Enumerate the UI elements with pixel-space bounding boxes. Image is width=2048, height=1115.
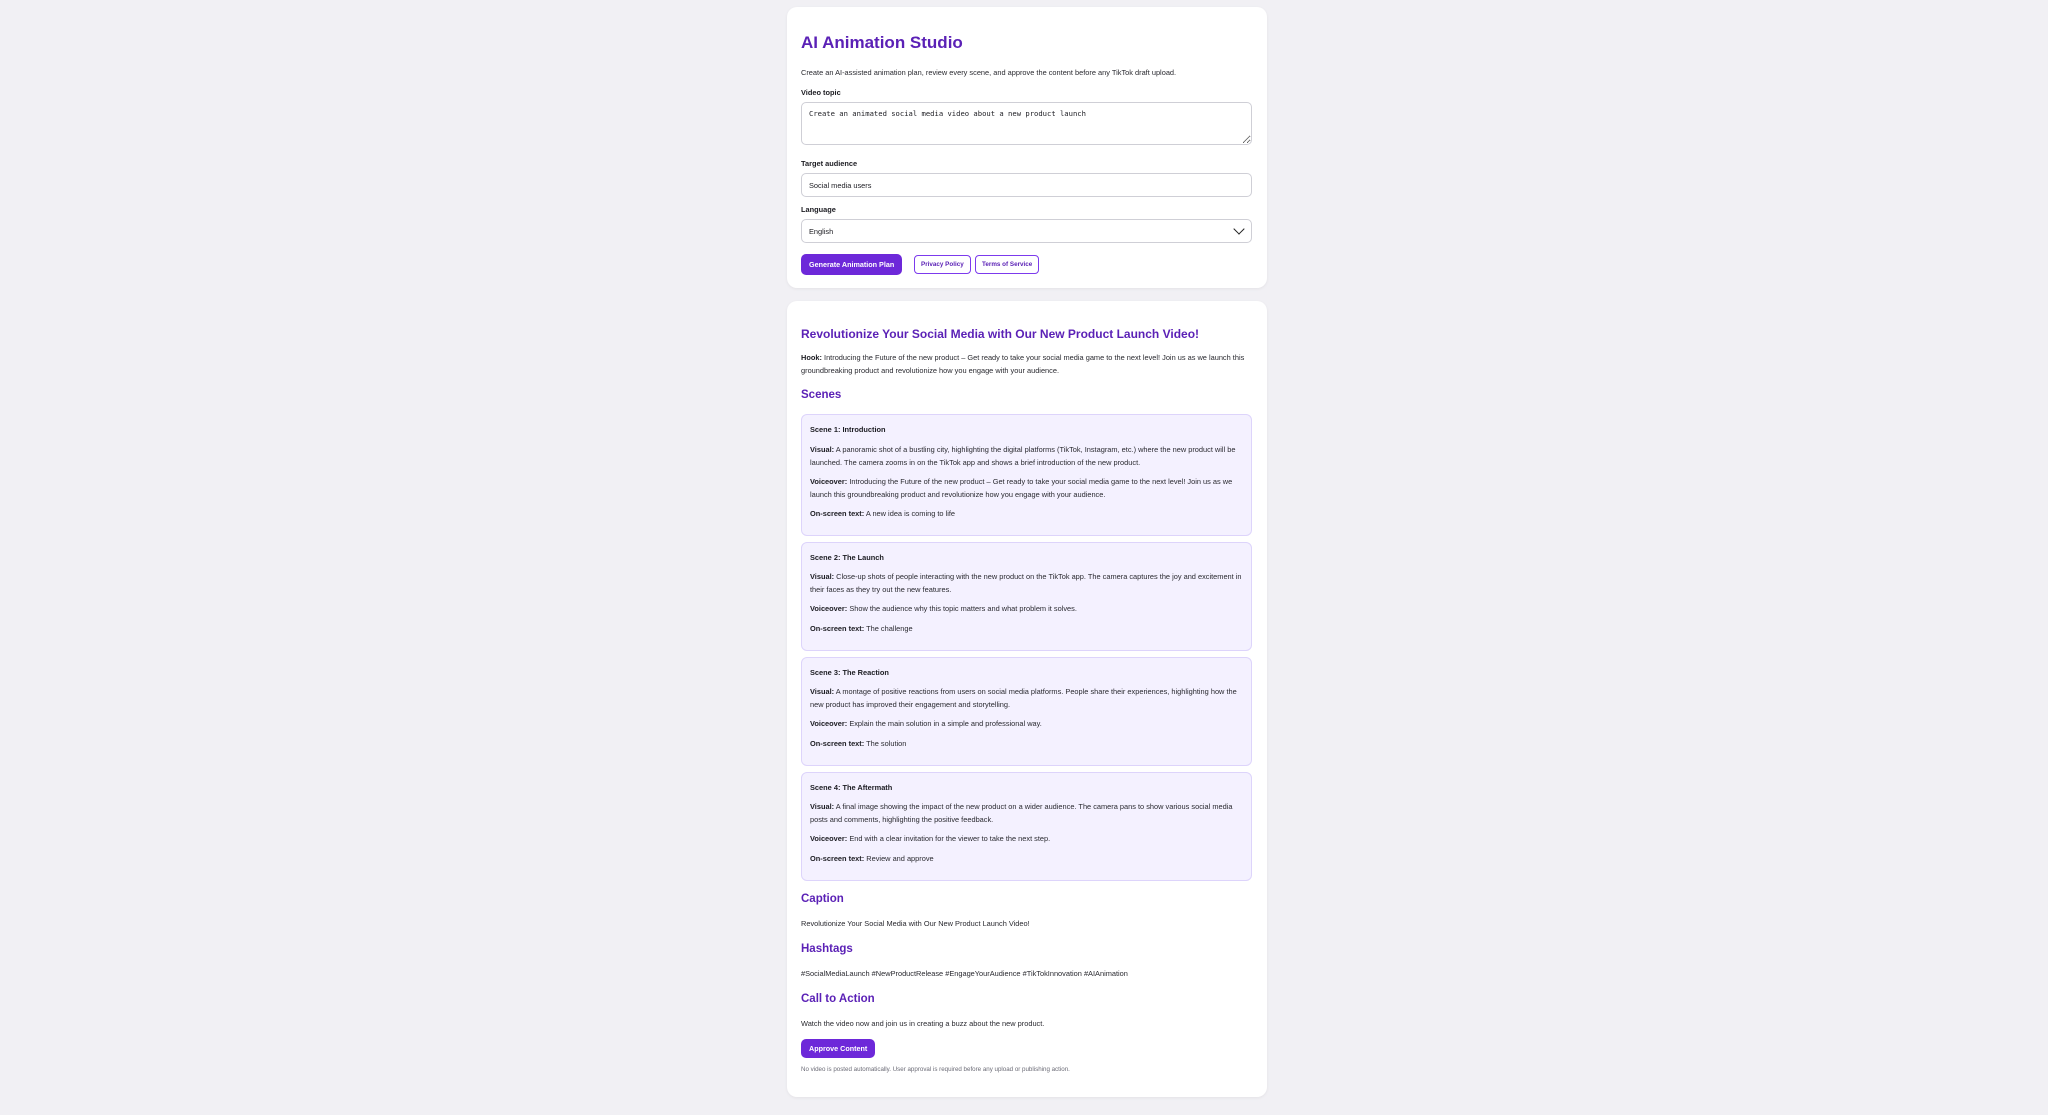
language-select-wrapper[interactable] bbox=[801, 219, 1252, 243]
onscreen-label: On-screen text: bbox=[810, 739, 865, 748]
privacy-policy-button[interactable]: Privacy Policy bbox=[914, 255, 971, 274]
scene-visual-text: Close-up shots of people interacting with the new product on the TikTok app. The camera captures the joy and excitement in their faces as they try out the new features. bbox=[810, 572, 1242, 594]
scene-onscreen-text: The challenge bbox=[866, 624, 913, 633]
visual-label: Visual: bbox=[810, 445, 835, 454]
voiceover-label: Voiceover: bbox=[810, 834, 848, 843]
voiceover-label: Voiceover: bbox=[810, 477, 848, 486]
scene-title: Scene 1: Introduction bbox=[810, 425, 886, 434]
scene-onscreen bbox=[810, 623, 1245, 636]
scene-voiceover-text: Show the audience why this topic matters and what problem it solves. bbox=[849, 604, 1077, 613]
target-audience-label: Target audience bbox=[801, 159, 858, 168]
approve-content-button[interactable]: Approve Content bbox=[801, 1039, 875, 1058]
voiceover-label: Voiceover: bbox=[810, 604, 848, 613]
cta-text: Watch the video now and join us in creating a buzz about the new product. bbox=[801, 1019, 1045, 1028]
scene-visual-text: A panoramic shot of a bustling city, highlighting the digital platforms (TikTok, Instagram, etc.) where the new product will be launched. The camera zooms in on the TikTok app and shows a brief introduction of the new product. bbox=[810, 445, 1236, 467]
scene-onscreen bbox=[810, 738, 1245, 751]
generate-plan-button[interactable]: Generate Animation Plan bbox=[801, 254, 902, 275]
scene-voiceover bbox=[810, 718, 1245, 731]
visual-label: Visual: bbox=[810, 802, 835, 811]
scene-title: Scene 3: The Reaction bbox=[810, 668, 889, 677]
scene-visual bbox=[810, 801, 1245, 826]
target-audience-input[interactable] bbox=[801, 173, 1252, 197]
scene-voiceover bbox=[810, 833, 1245, 846]
terms-of-service-button[interactable]: Terms of Service bbox=[975, 255, 1039, 274]
scene-visual bbox=[810, 686, 1245, 711]
scene-card-3 bbox=[801, 657, 1252, 766]
hook-label: Hook: bbox=[801, 353, 822, 362]
language-select[interactable] bbox=[801, 219, 1252, 243]
scenes-heading: Scenes bbox=[801, 389, 842, 401]
scene-visual bbox=[810, 444, 1245, 469]
caption-heading: Caption bbox=[801, 893, 844, 905]
hook-text: Introducing the Future of the new product – Get ready to take your social media game to the next level! Join us as we launch this groundbreaking product and revolutionize how you engage with your audience. bbox=[801, 353, 1245, 375]
language-label: Language bbox=[801, 205, 836, 214]
scene-card-1 bbox=[801, 414, 1252, 536]
onscreen-label: On-screen text: bbox=[810, 509, 865, 518]
plan-title: Revolutionize Your Social Media with Our New Product Launch Video! bbox=[801, 327, 1200, 341]
scene-title: Scene 2: The Launch bbox=[810, 553, 884, 562]
scene-visual-text: A final image showing the impact of the new product on a wider audience. The camera pans to show various social media posts and comments, highlighting the positive feedback. bbox=[810, 802, 1233, 824]
scene-onscreen-text: The solution bbox=[866, 739, 907, 748]
visual-label: Visual: bbox=[810, 572, 835, 581]
scene-visual-text: A montage of positive reactions from users on social media platforms. People share their experiences, highlighting how the new product has improved their engagement and storytelling. bbox=[810, 687, 1237, 709]
scene-onscreen bbox=[810, 508, 1245, 521]
animation-form-card bbox=[787, 7, 1267, 288]
onscreen-label: On-screen text: bbox=[810, 854, 865, 863]
app-subtitle: Create an AI-assisted animation plan, review every scene, and approve the content before any TikTok draft upload. bbox=[801, 68, 1177, 77]
scene-voiceover-text: Explain the main solution in a simple and professional way. bbox=[849, 719, 1042, 728]
caption-text: Revolutionize Your Social Media with Our New Product Launch Video! bbox=[801, 919, 1030, 928]
hashtags-text: #SocialMediaLaunch #NewProductRelease #EngageYourAudience #TikTokInnovation #AIAnimation bbox=[801, 969, 1128, 978]
scene-onscreen-text: Review and approve bbox=[866, 854, 934, 863]
cta-heading: Call to Action bbox=[801, 993, 875, 1005]
scene-voiceover-text: Introducing the Future of the new product – Get ready to take your social media game to the next level! Join us as we launch this groundbreaking product and revolutionize how you engage with your audience. bbox=[810, 477, 1233, 499]
hook-paragraph bbox=[801, 352, 1252, 377]
onscreen-label: On-screen text: bbox=[810, 624, 865, 633]
video-topic-textarea[interactable] bbox=[801, 102, 1252, 145]
footer-note: No video is posted automatically. User approval is required before any upload or publishing action. bbox=[801, 1066, 1070, 1073]
visual-label: Visual: bbox=[810, 687, 835, 696]
voiceover-label: Voiceover: bbox=[810, 719, 848, 728]
scene-voiceover bbox=[810, 476, 1245, 501]
scene-title: Scene 4: The Aftermath bbox=[810, 783, 893, 792]
scene-onscreen-text: A new idea is coming to life bbox=[865, 509, 956, 518]
scene-visual bbox=[810, 571, 1245, 596]
scene-card-2 bbox=[801, 542, 1252, 651]
video-topic-label: Video topic bbox=[801, 88, 841, 97]
scene-voiceover bbox=[810, 603, 1245, 616]
scene-voiceover-text: End with a clear invitation for the viewer to take the next step. bbox=[849, 834, 1051, 843]
app-title: AI Animation Studio bbox=[801, 33, 963, 52]
hashtags-heading: Hashtags bbox=[801, 943, 853, 955]
animation-plan-card bbox=[787, 301, 1267, 1097]
scene-onscreen bbox=[810, 853, 1245, 866]
scene-card-4 bbox=[801, 772, 1252, 881]
